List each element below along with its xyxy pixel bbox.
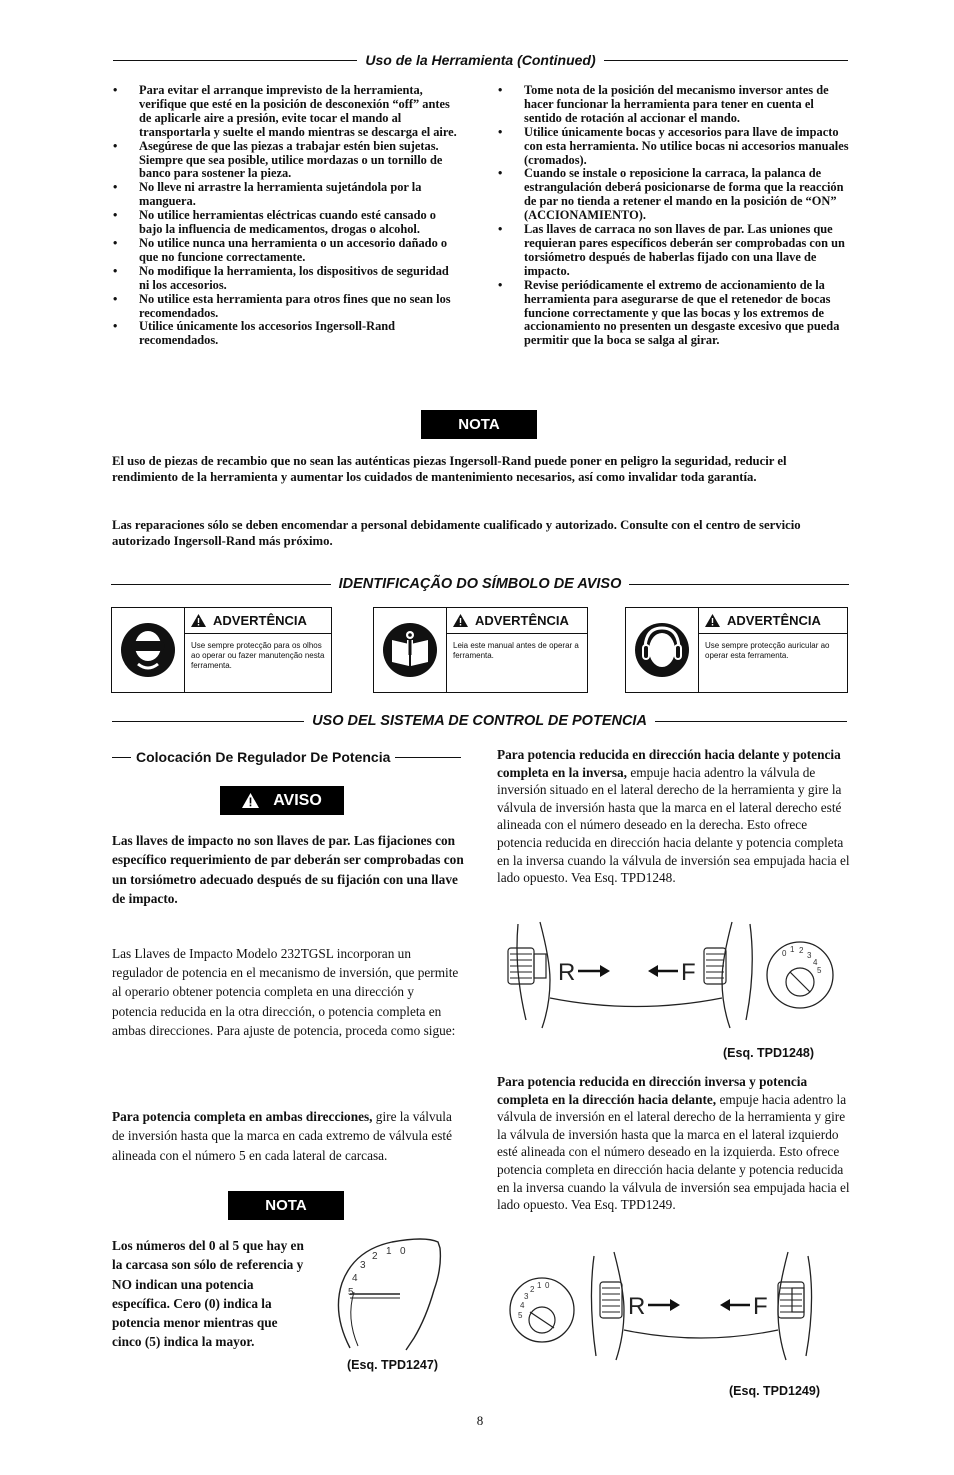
dial-number: 1 — [386, 1246, 392, 1257]
list-item: • Asegúrese de que las piezas a trabajar estén bien sujetas. Siempre que sea posible, utilice mordazas o un tornillo de banco para sostener la pieza. — [112, 140, 462, 182]
section-header-potencia — [112, 713, 847, 729]
figure-caption-tpd1247: (Esq. TPD1247) — [347, 1358, 439, 1372]
warning-text: Leia este manual antes de operar a ferramenta. — [453, 641, 579, 660]
nota-paragraph-1: El uso de piezas de recambio que no sean las auténticas piezas Ingersoll-Rand puede poner en peligro la seguridad, reducir el rendimiento de la herramienta y aumentar los cuidados de mantenimiento necesarios, así como invalidar toda garantía. — [112, 454, 787, 485]
dial-number: 4 — [520, 1301, 525, 1310]
figure-caption-tpd1248: (Esq. TPD1248) — [723, 1046, 815, 1060]
list-item: • No modifique la herramienta, los dispositivos de seguridad ni los accesorios. — [112, 265, 462, 293]
diagram-tpd1247 — [330, 1228, 460, 1358]
left-bullet-list — [112, 84, 462, 348]
aviso-banner — [220, 786, 344, 815]
warning-triangle-icon — [705, 614, 720, 627]
reduced-forward-paragraph — [497, 746, 851, 887]
intro-paragraph: Las Llaves de Impacto Modelo 232TGSL incorporan un regulador de potencia en el mecanismo de inversión, que permite al operario obtener potencia completa en una dirección y potencia reducida en la otra dirección, o potencia completa en ambas direcciones. Para ajuste de potencia, proceda como sigue: — [112, 946, 459, 1038]
dial-number: 0 — [400, 1246, 406, 1257]
list-item: • No utilice esta herramienta para otros fines que no sean los recomendados. — [112, 293, 462, 321]
section-title: Uso de la Herramienta (Continued) — [365, 52, 596, 68]
dial-number: 1 — [537, 1281, 542, 1290]
forward-label: F — [753, 1293, 768, 1320]
nota-banner: NOTA — [421, 410, 537, 439]
diagram-tpd1248 — [500, 920, 840, 1030]
list-item: • Utilice únicamente los accesorios Ingersoll-Rand recomendados. — [112, 320, 462, 348]
section-title: USO DEL SISTEMA DE CONTROL DE POTENCIA — [312, 713, 647, 729]
dial-number: 2 — [530, 1285, 535, 1294]
warning-box-read-manual — [373, 607, 588, 693]
reduced-forward-lead: Para potencia reducida en dirección hacia delante y potencia completa en la inversa, — [497, 747, 841, 780]
dial-number: 5 — [518, 1311, 523, 1320]
dial-number: 3 — [524, 1292, 529, 1301]
section-title: IDENTIFICAÇÃO DO SÍMBOLO DE AVISO — [338, 576, 622, 592]
dial-number: 5 — [348, 1287, 354, 1298]
dial-number: 3 — [807, 951, 812, 960]
reduced-reverse-rest: empuje hacia adentro la válvula de inversión en el lateral derecho de la herramienta y gire la válvula de inversión hasta que la marca en el lateral izquierdo esté alineada con el número deseado en la izquierda. Esto ofrece potencia completa en dirección hacia delante y potencia reducida en la inversa cuando la válvula de inversión sea empujada hacia el lado opuesto. Vea Esq. TPD1249. — [497, 1091, 850, 1213]
nota-2-text: Los números del 0 al 5 que hay en la carcasa son sólo de referencia y NO indican una potencia específica. Cero (0) indica la potencia menor mientras que cinco (5) indica la mayor. — [112, 1238, 304, 1350]
list-item: • Cuando se instale o reposicione la carraca, la palanca de estrangulación deberá posicionarse de forma que la reacción de par no tienda a retener el mando en la posición de “ON” (ACCIONAMIENTO). — [497, 167, 853, 223]
full-power-rest: gire la válvula de inversión hasta que la marca en cada extremo de válvula esté alineada con el número 5 en cada lateral de carcasa. — [112, 1109, 453, 1163]
dial-number: 4 — [813, 958, 818, 967]
diagram-tpd1249 — [506, 1250, 846, 1362]
list-item: • Revise periódicamente el extremo de accionamiento de la herramienta para asegurarse de que el retenedor de bocas funcione correctamente y que las bocas y los extremos de accionamiento no presenten un desgaste excesivo que pueda permitir que la boca se salga al girar. — [497, 279, 853, 349]
reverse-label: R — [628, 1293, 646, 1320]
dial-number: 1 — [790, 945, 795, 954]
dial-number: 4 — [352, 1273, 358, 1284]
read-manual-icon — [382, 622, 438, 678]
list-item: • Tome nota de la posición del mecanismo inversor antes de hacer funcionar la herramienta para tener en cuenta el sentido de rotación al accionar el mando. — [497, 84, 853, 126]
full-power-paragraph — [112, 1107, 462, 1165]
dial-number: 0 — [782, 949, 787, 958]
list-item: • No utilice herramientas eléctricas cuando esté cansado o bajo la influencia de medicamentos, drogas o alcohol. — [112, 209, 462, 237]
reduced-forward-rest: empuje hacia adentro la válvula de inversión situado en el lateral derecho de la herramienta y gire la válvula de inversión hasta que la marca en el lateral derecho esté alineada con el número deseado en la derecha. Esto ofrece potencia reducida en dirección hacia delante y potencia completa en la inversa cuando la válvula de inversión sea empujada hacia el lado opuesto. Vea Esq. TPD1248. — [497, 764, 850, 886]
page-number: 8 — [476, 1413, 484, 1428]
warning-box-ear-protection — [625, 607, 848, 693]
subsection-title: Colocación De Regulador De Potencia — [136, 749, 391, 765]
safety-goggles-icon — [120, 622, 176, 678]
nota-banner-2: NOTA — [228, 1191, 344, 1220]
dial-number: 2 — [799, 946, 804, 955]
aviso-label: AVISO — [273, 791, 322, 809]
warning-heading: ADVERTÊNCIA — [213, 613, 307, 628]
full-power-lead: Para potencia completa en ambas direcciones, — [112, 1109, 373, 1124]
nota-paragraph-2: Las reparaciones sólo se deben encomendar a personal debidamente cualificado y autorizado. Consulte con el centro de servicio autorizado Ingersoll-Rand más próximo. — [112, 518, 801, 549]
reduced-reverse-paragraph — [497, 1073, 851, 1214]
warning-text: Use sempre protecção auricular ao operar esta ferramenta. — [705, 641, 830, 660]
list-item: • Las llaves de carraca no son llaves de par. Las uniones que requieran pares específicos deberán ser comprobadas con un torsiómetro después de haberlas fijado con una llave de impacto. — [497, 223, 853, 279]
warning-triangle-icon — [453, 614, 468, 627]
figure-caption-tpd1249: (Esq. TPD1249) — [729, 1384, 821, 1398]
dial-number: 2 — [372, 1251, 378, 1262]
aviso-text: Las llaves de impacto no son llaves de par. Las fijaciones con específico requerimiento de par deberán ser comprobadas con un torsiómetro adecuado después de su fijación con una llave de impacto. — [112, 833, 464, 906]
subsection-header — [112, 749, 461, 765]
reduced-reverse-lead: Para potencia reducida en dirección inversa y potencia completa en la dirección hacia delante, — [497, 1074, 808, 1107]
reverse-label: R — [558, 959, 576, 986]
warning-heading: ADVERTÊNCIA — [727, 613, 821, 628]
section-header-uso — [113, 52, 848, 68]
list-item: • No lleve ni arrastre la herramienta sujetándola por la manguera. — [112, 181, 462, 209]
list-item: • No utilice nunca una herramienta o un accesorio dañado o que no funcione correctamente. — [112, 237, 462, 265]
dial-number: 3 — [360, 1260, 366, 1271]
list-item: • Para evitar el arranque imprevisto de la herramienta, verifique que esté en la posición de desconexión “off” antes de aplicarle aire a presión, evite tocar el mando al transportarla y suelte el mando mientras se descarga el aire. — [112, 84, 462, 140]
dial-number: 0 — [545, 1281, 550, 1290]
warning-box-eye-protection — [111, 607, 332, 693]
warning-triangle-icon — [242, 793, 259, 808]
list-item: • Utilice únicamente bocas y accesorios para llave de impacto con esta herramienta. No utilice bocas ni accesorios manuales (cromados). — [497, 126, 853, 168]
ear-protection-icon — [634, 622, 690, 678]
forward-label: F — [681, 959, 696, 986]
right-bullet-list — [497, 84, 853, 348]
warning-triangle-icon — [191, 614, 206, 627]
warning-heading: ADVERTÊNCIA — [475, 613, 569, 628]
section-header-simbolos — [111, 576, 849, 592]
dial-number: 5 — [817, 966, 822, 975]
warning-text: Use sempre protecção para os olhos ao operar ou fazer manutenção nesta ferramenta. — [191, 641, 325, 670]
